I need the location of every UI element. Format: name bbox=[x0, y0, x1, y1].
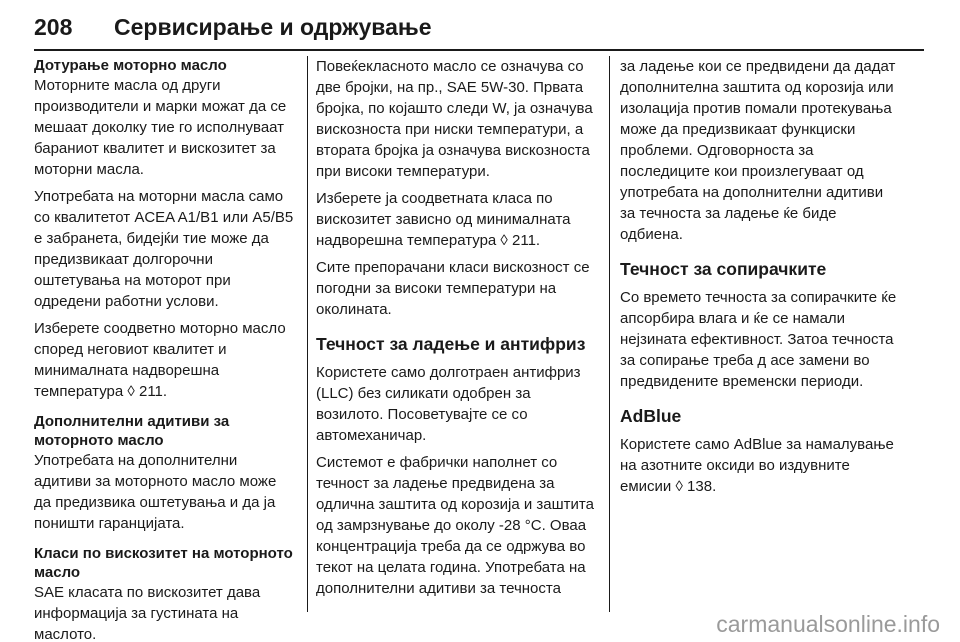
watermark: carmanualsonline.info bbox=[716, 611, 940, 637]
heading-brake-fluid: Течност за сопирачките bbox=[620, 259, 827, 279]
paragraph: Изберете соодветно моторно масло според неговиот квалитет и минималната надворешна температура ◊ 211. bbox=[34, 320, 286, 400]
heading-viscosity-classes: Класи по вискозитет на моторното масло bbox=[34, 545, 293, 581]
heading-oil-additives: Дополнителни адитиви за моторното масло bbox=[34, 413, 230, 449]
paragraph: Користете само AdBlue за намалување на азотните оксиди во издувните емисии ◊ 138. bbox=[620, 436, 894, 495]
paragraph: Сите препорачани класи вискозност се погодни за високи температури на околината. bbox=[316, 259, 590, 318]
heading-adblue: AdBlue bbox=[620, 406, 682, 426]
paragraph: Употребата на моторни масла само со квалитетот ACEA A1/B1 или A5/B5 е забранета, бидејќи тие може да предизвикаат долгорочни оштетувања на моторот при одредени работни услови. bbox=[34, 188, 294, 310]
paragraph: Со времето течноста за сопирачките ќе апсорбира влага и ќе се намали нејзината ефективност. Затоа течноста за сопирање треба д асе замени во предвидените временски периоди. bbox=[620, 289, 897, 390]
paragraph: Повеќекласното масло се означува со две бројки, на пр., SAE 5W-30. Првата бројка, по којашто следи W, ја означува вискозноста при ниски температури, а втората бројка ја означува вискозноста при високи температури. bbox=[316, 58, 593, 180]
column-1 bbox=[34, 56, 296, 642]
page-header bbox=[34, 14, 924, 50]
paragraph: SAE класата по вискозитет дава информација за густината на маслото. bbox=[34, 584, 261, 642]
column-divider-2 bbox=[609, 56, 610, 612]
paragraph: Користете само долготраен антифриз (LLC) без силикати одобрен за возилото. Посоветувајте се со автомеханичар. bbox=[316, 364, 581, 444]
column-divider-1 bbox=[307, 56, 308, 612]
paragraph: за ладење кои се предвидени да дадат дополнителна заштита од корозија или изолација против помали протекувања може да предизвикаат функциски проблеми. Одговорноста за последиците кои произлегуваат од употребата на дополнителни адитиви за течноста за ладење ќе биде одбиена. bbox=[620, 58, 896, 243]
paragraph: Моторните масла од други производители и марки можат да се мешаат доколку тие го исполнуваат бараниот квалитет и вискозитет за моторни масла. bbox=[34, 77, 287, 178]
paragraph: Употребата на дополнителни адитиви за моторното масло може да предизвика оштетувања и да ја поништи гаранцијата. bbox=[34, 452, 277, 532]
paragraph: Системот е фабрички наполнет со течност за ладење предвидена за одлична заштита од корозија и заштита од замрзнување до околу -28 °C. Оваа концентрација треба да се одржува во текот на целата година. Употребата на дополнителни адитиви за течноста bbox=[316, 454, 594, 597]
paragraph: Изберете ја соодветната класа по вискозитет зависно од минималната надворешна температура ◊ 211. bbox=[316, 190, 571, 249]
heading-topping-up-oil: Дотурање моторно масло bbox=[34, 57, 227, 74]
header-divider bbox=[34, 49, 924, 51]
column-3 bbox=[620, 56, 898, 503]
page-number: 208 bbox=[34, 14, 73, 40]
column-2 bbox=[316, 56, 598, 605]
running-title: Сервисирање и одржување bbox=[114, 14, 432, 40]
heading-coolant: Течност за ладење и антифриз bbox=[316, 334, 586, 354]
